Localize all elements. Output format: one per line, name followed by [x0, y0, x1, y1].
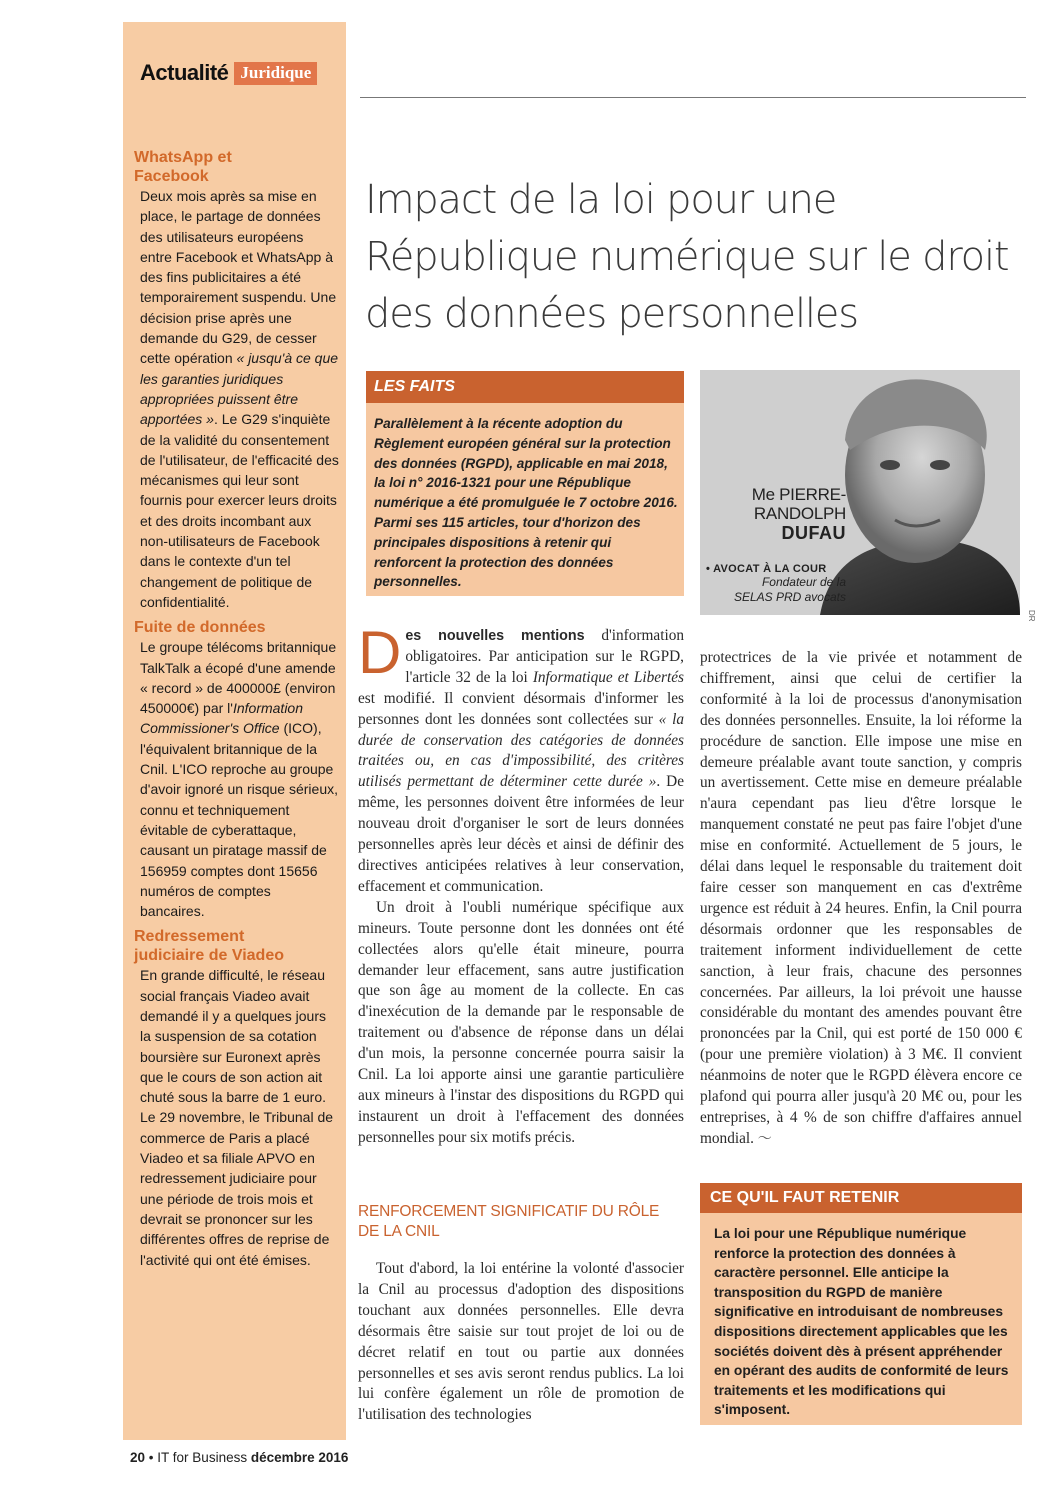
article-column-1 [358, 619, 684, 1149]
article-column-1-lower [358, 1259, 684, 1426]
retenir-heading: CE QU'IL FAUT RETENIR [700, 1183, 1022, 1213]
sidebar-heading: Fuite de données [134, 619, 266, 637]
magazine-name: IT for Business [157, 1450, 248, 1465]
paragraph: Des nouvelles mentions d'information obligatoires. Par anticipation sur le RGPD, l'article 32 de la loi Informatique et Libertés est modifié. Il convient désormais d'informer les personnes dont les données sont collectées sur « la durée de conservation des catégories de données traitées ou, en cas d'impossibilité, des critères utilisés permettant de déterminer cette durée ». De même, les personnes doivent être informées de leur nouveau droit d'organiser le sort de leurs données personnelles après leur décès et ainsi de définir des directives anticipées relatives à leur conservation, effacement et communication. [358, 619, 684, 895]
sidebar-item [134, 927, 339, 1269]
sidebar-item [134, 618, 339, 921]
paragraph: protectrices de la vie privée et notamment de chiffrement, ainsi que celui de certifier la conformité à la loi de processus d'anonymisation des données personnelles. Ensuite, la loi réforme la procédure de sanction. Elle impose une mise en demeure préalable avant toute sanction, y compris un avertissement. Cette mise en demeure préalable n'aura cependant pas lieu d'être lorsque le manquement constaté ne peut pas faire l'objet d'une mise en conformité. Actuellement de 5 jours, le délai dans lequel le responsable du traitement doit faire cesser son manquement en cas d'extrême urgence est réduit à 24 heures. Enfin, la Cnil pourra désormais ordonner que les responsables de traitement informent individuellement de cette sanction, à leur frais, chacune des personnes concernées. Par ailleurs, la loi prévoit une hausse considérable du montant des amendes pouvant être prononcées par la Cnil, qui est porté de 150 000 € (pour une première violation) à 3 M€. Il convient néanmoins de noter que le RGPD élèvera encore ce plafond qui pourra aller jusqu'à 20 M€ ou, pour les entreprises, à 4 % de son chiffre d'affaires annuel mondial. 〜 [700, 649, 1022, 1147]
page-number: 20 [130, 1450, 146, 1465]
section-header [140, 60, 317, 86]
retenir-text: La loi pour une République numérique renforce la protection des données à caractère personnel. Elle anticipe la transposition du RGPD de manière significative en introduisant de nombreuses dispositions directement applicables que les sociétés doivent dès à présent appréhender en opérant des audits de conformité de leurs traitements et les modifications qui s'imposent. [714, 1226, 1009, 1418]
end-mark-icon: 〜 [757, 1131, 772, 1147]
author-role: • AVOCAT À LA COUR Fondateur de la SELAS PRD avocats [706, 563, 846, 604]
author-name: Me PIERRE- RANDOLPH DUFAU [751, 485, 846, 543]
article-column-2 [700, 648, 1022, 1151]
section-label: Actualité [140, 60, 229, 85]
dropcap: D [358, 619, 402, 686]
sidebar-news [134, 148, 339, 1276]
photo-credit: DR [1027, 610, 1036, 622]
sidebar-body: Deux mois après sa mise en place, le partage de données des utilisateurs européens entre Facebook et WhatsApp à des fins publicitaires a été temporairement suspendu. Une décision prise après une demande du G29, de cesser cette opération « jusqu'à ce que les garanties juridiques appropriées puissent être apportées ». Le G29 s'inquiète de la validité du consentement de l'utilisateur, de l'efficacité des mécanismes qui leur sont fournis pour exercer leurs droits et des droits incombant aux non-utilisateurs de Facebook dans le contexte d'un tel changement de politique de confidentialité. [140, 188, 339, 610]
header-rule [360, 97, 1026, 98]
paragraph: Un droit à l'oubli numérique spécifique aux mineurs. Toute personne dont les données ont été collectées alors qu'elle était mineure, pourra demander leur effacement, sans autre justification que son âge au moment de la collecte. En cas d'inexécution de la demande par le responsable de traitement ou d'absence de réponse dans un délai d'un mois, la personne concernée pourra saisir la Cnil. La loi apporte ainsi une garantie particulière aux mineurs à l'instar des dispositions du RGPD qui instaurent un droit à l'effacement des données personnelles pour six motifs précis. [358, 898, 684, 1146]
faits-text: Parallèlement à la récente adoption du Règlement européen général sur la protection des données (RGPD), applicable en mai 2018, la loi n° 2016-1321 pour une République numérique a été promulguée le 7 octobre 2016. Parmi ses 115 articles, tour d'horizon des principales dispositions à retenir qui renforcent la protection des données personnelles. [374, 416, 678, 590]
page-footer: 20 • IT for Business décembre 2016 [130, 1450, 349, 1465]
sidebar-heading: Redressement judiciaire de Viadeo [134, 928, 284, 965]
article-subheading: RENFORCEMENT SIGNIFICATIF DU RÔLE DE LA CNIL [358, 1203, 660, 1240]
sidebar-body: Le groupe télécoms britannique TalkTalk a écopé d'une amende « record » de 400000£ (environ 450000€) par l'Information Commissioner's Office (ICO), l'équivalent britannique de la Cnil. L'ICO reproche au groupe d'avoir ignoré un risque sérieux, connu et techniquement évitable de cyberattaque, causant un piratage massif de 156959 comptes dont 15656 numéros de comptes bancaires. [140, 639, 339, 920]
faits-heading: LES FAITS [366, 371, 684, 403]
sidebar-heading: WhatsApp et Facebook [134, 149, 232, 185]
issue-date: décembre 2016 [250, 1450, 349, 1465]
article-title: Impact de la loi pour une République numérique sur le droit des données personnelles [365, 177, 1009, 337]
paragraph: Tout d'abord, la loi entérine la volonté d'associer la Cnil au processus d'adoption des dispositions touchant aux données personnelles. Elle devra désormais être saisie sur tout projet de loi ou de décret relatif en tout ou partie aux données personnelles et ses avis seront rendus publics. La loi lui confère également un rôle de promotion de l'utilisation des technologies [358, 1260, 684, 1424]
section-tag: Juridique [234, 62, 317, 85]
sidebar-item [134, 148, 339, 612]
sidebar-body: En grande difficulté, le réseau social français Viadeo avait demandé il y a quelques jours la suspension de sa cotation boursière sur Euronext après que le cours de son action ait chuté sous la barre de 1 euro. Le 29 novembre, le Tribunal de commerce de Paris a placé Viadeo et sa filiale APVO en redressement judiciaire pour une période de trois mois et devrait se prononcer sur les différentes offres de reprise de l'activité qui ont été émises. [140, 967, 334, 1268]
